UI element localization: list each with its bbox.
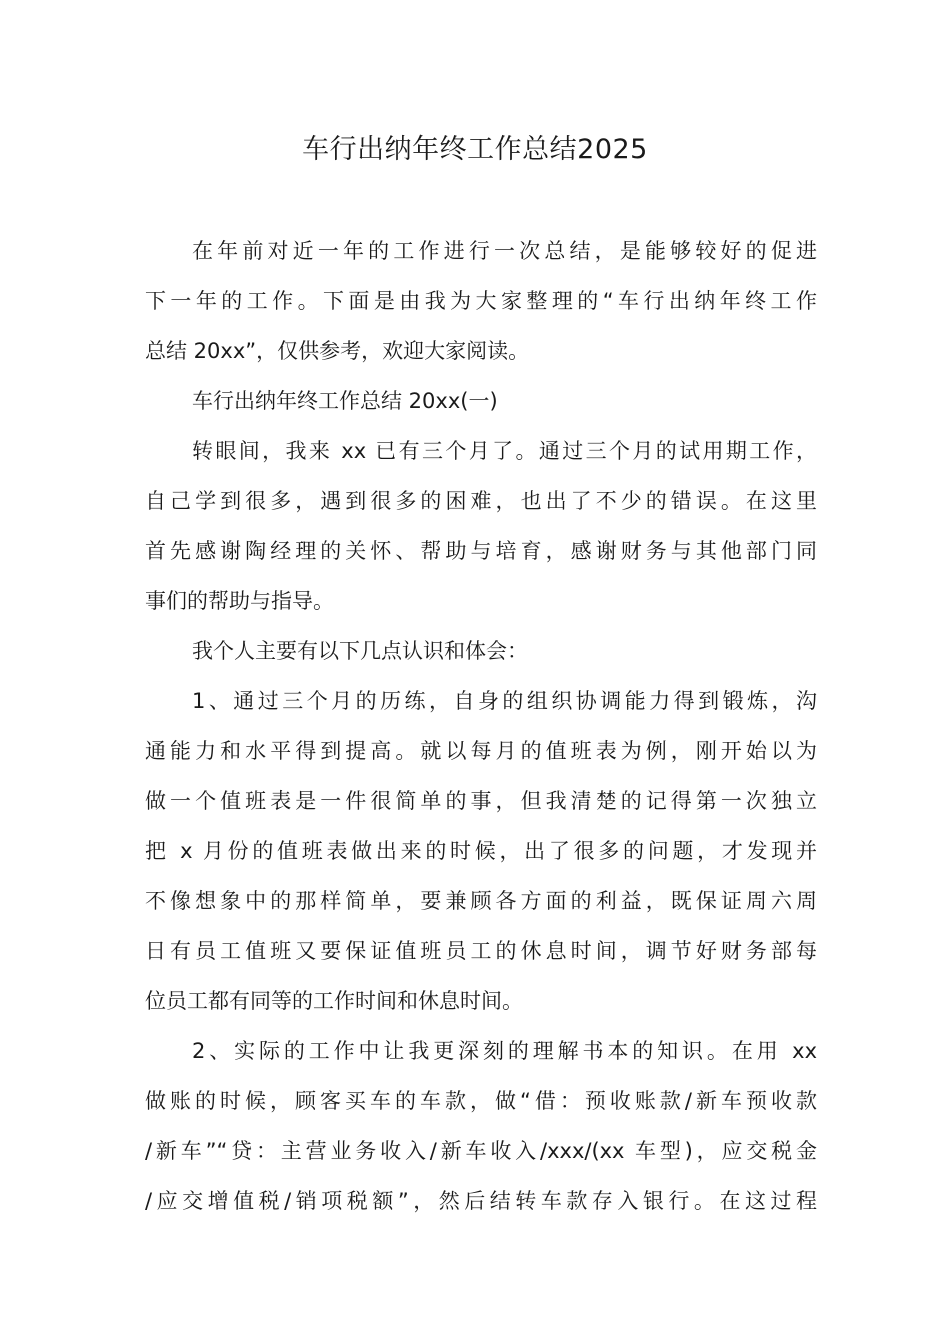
paragraph-line: 不像想象中的那样简单，要兼顾各方面的利益，既保证周六周	[145, 889, 817, 913]
paragraph-line: 位员工都有同等的工作时间和休息时间。	[145, 989, 523, 1013]
paragraph-line: 首先感谢陶经理的关怀、帮助与培育，感谢财务与其他部门同	[145, 539, 817, 563]
document-body	[145, 226, 817, 1226]
paragraph-line: 总结 20xx”，仅供参考，欢迎大家阅读。	[145, 339, 530, 363]
paragraph-line: 做一个值班表是一件很简单的事，但我清楚的记得第一次独立	[145, 789, 817, 813]
paragraph-line: 我个人主要有以下几点认识和体会：	[192, 639, 528, 663]
paragraph-line: 下一年的工作。下面是由我为大家整理的“车行出纳年终工作	[145, 289, 817, 313]
paragraph-line: 日有员工值班又要保证值班员工的休息时间，调节好财务部每	[145, 939, 817, 963]
paragraph-line: 自己学到很多，遇到很多的困难，也出了不少的错误。在这里	[145, 489, 817, 513]
paragraph-line: 转眼间，我来 xx 已有三个月了。通过三个月的试用期工作，	[192, 439, 817, 463]
paragraph-line: 做账的时候，顾客买车的车款，做“借：预收账款/新车预收款	[145, 1089, 817, 1113]
paragraph-line: /应交增值税/销项税额”，然后结转车款存入银行。在这过程	[145, 1189, 817, 1213]
paragraph-line: 把 x 月份的值班表做出来的时候，出了很多的问题，才发现并	[145, 839, 817, 863]
list-item-line: 2、实际的工作中让我更深刻的理解书本的知识。在用 xx	[192, 1039, 817, 1063]
paragraph-line: 在年前对近一年的工作进行一次总结，是能够较好的促进	[192, 239, 817, 263]
paragraph-line: /新车”“贷：主营业务收入/新车收入/xxx/(xx 车型)，应交税金	[145, 1139, 817, 1163]
document-title: 车行出纳年终工作总结2025	[302, 134, 648, 165]
section-heading: 车行出纳年终工作总结 20xx(一)	[192, 389, 498, 413]
list-item-line: 1、通过三个月的历练，自身的组织协调能力得到锻炼，沟	[192, 689, 817, 713]
paragraph-line: 通能力和水平得到提高。就以每月的值班表为例，刚开始以为	[145, 739, 817, 763]
paragraph-line: 事们的帮助与指导。	[145, 589, 334, 613]
